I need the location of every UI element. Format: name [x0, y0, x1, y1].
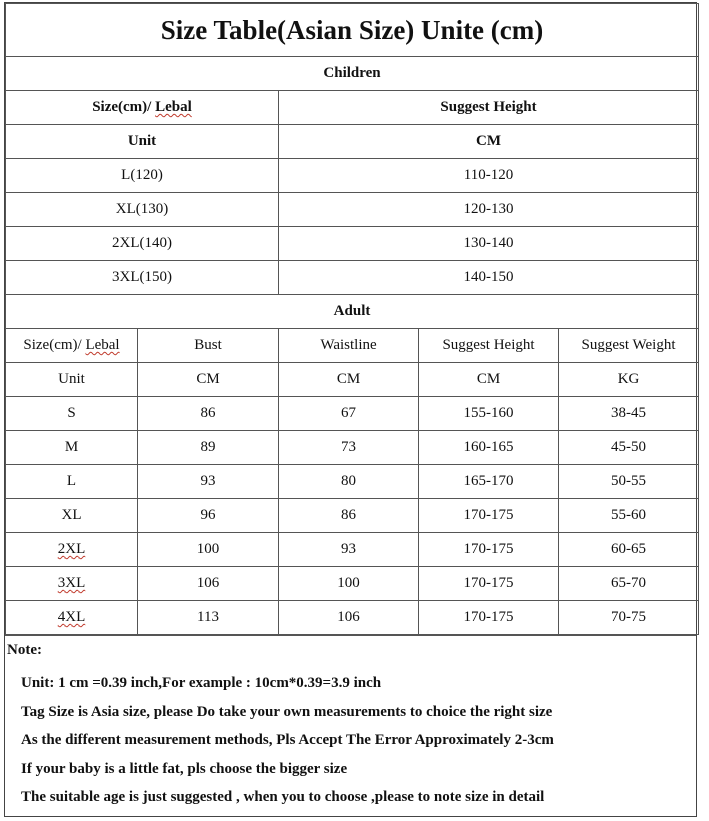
- adult-section-label: Adult: [6, 295, 699, 329]
- adult-waist-cell: 67: [279, 397, 419, 431]
- size-chart: [4, 2, 697, 817]
- adult-bust-cell: 86: [138, 397, 279, 431]
- adult-weight-cell: 50-55: [559, 465, 699, 499]
- adult-height-cell: 155-160: [419, 397, 559, 431]
- adult-waist-cell: 73: [279, 431, 419, 465]
- table-row: [6, 465, 699, 499]
- children-height-cell: 140-150: [279, 261, 699, 295]
- adult-unit-cell: KG: [559, 363, 699, 397]
- adult-height-cell: 170-175: [419, 567, 559, 601]
- children-height-cell: 130-140: [279, 227, 699, 261]
- notes-title: Note:: [7, 642, 42, 658]
- children-height-header: Suggest Height: [279, 91, 699, 125]
- adult-size-cell: XL: [6, 499, 138, 533]
- children-size-cell: 3XL(150): [6, 261, 279, 295]
- adult-height-cell: 160-165: [419, 431, 559, 465]
- table-row: [6, 499, 699, 533]
- adult-bust-cell: 106: [138, 567, 279, 601]
- adult-bust-cell: 93: [138, 465, 279, 499]
- adult-size-cell: 2XL: [6, 533, 138, 567]
- adult-weight-cell: 45-50: [559, 431, 699, 465]
- table-row: [6, 601, 699, 635]
- adult-size-cell: 3XL: [6, 567, 138, 601]
- adult-bust-cell: 113: [138, 601, 279, 635]
- size-table: [5, 3, 699, 635]
- note-line: Tag Size is Asia size, please Do take your own measurements to choice the right size: [21, 703, 553, 720]
- adult-waist-header: Waistline: [279, 329, 419, 363]
- adult-size-header: Size(cm)/ Lebal: [6, 329, 138, 363]
- adult-weight-cell: 60-65: [559, 533, 699, 567]
- adult-unit-cell: CM: [419, 363, 559, 397]
- adult-size-cell: M: [6, 431, 138, 465]
- page-title: Size Table(Asian Size) Unite (cm): [6, 4, 699, 57]
- table-row: [6, 397, 699, 431]
- adult-waist-cell: 93: [279, 533, 419, 567]
- adult-height-cell: 170-175: [419, 533, 559, 567]
- note-line: The suitable age is just suggested , when you to choose ,please to note size in detail: [21, 789, 545, 805]
- notes-section: [5, 635, 696, 816]
- adult-height-header: Suggest Height: [419, 329, 559, 363]
- children-unit-value: CM: [279, 125, 699, 159]
- children-unit-label: Unit: [6, 125, 279, 159]
- adult-height-cell: 170-175: [419, 601, 559, 635]
- adult-weight-cell: 38-45: [559, 397, 699, 431]
- note-line: As the different measurement methods, Pls Accept The Error Approximately 2-3cm: [21, 732, 554, 748]
- adult-size-cell: S: [6, 397, 138, 431]
- note-line: Unit: 1 cm =0.39 inch,For example : 10cm*0.39=3.9 inch: [21, 675, 382, 691]
- children-size-cell: XL(130): [6, 193, 279, 227]
- adult-waist-cell: 100: [279, 567, 419, 601]
- adult-bust-cell: 96: [138, 499, 279, 533]
- children-size-cell: 2XL(140): [6, 227, 279, 261]
- children-section-label: Children: [6, 57, 699, 91]
- adult-weight-cell: 55-60: [559, 499, 699, 533]
- table-row: [6, 533, 699, 567]
- children-height-cell: 120-130: [279, 193, 699, 227]
- table-row: [6, 567, 699, 601]
- adult-bust-header: Bust: [138, 329, 279, 363]
- children-size-cell: L(120): [6, 159, 279, 193]
- note-line: If your baby is a little fat, pls choose the bigger size: [21, 760, 348, 777]
- table-row: [6, 431, 699, 465]
- adult-weight-cell: 70-75: [559, 601, 699, 635]
- adult-bust-cell: 89: [138, 431, 279, 465]
- adult-weight-cell: 65-70: [559, 567, 699, 601]
- adult-bust-cell: 100: [138, 533, 279, 567]
- adult-waist-cell: 80: [279, 465, 419, 499]
- adult-size-cell: 4XL: [6, 601, 138, 635]
- children-height-cell: 110-120: [279, 159, 699, 193]
- adult-height-cell: 170-175: [419, 499, 559, 533]
- adult-unit-cell: CM: [138, 363, 279, 397]
- adult-unit-cell: CM: [279, 363, 419, 397]
- adult-waist-cell: 86: [279, 499, 419, 533]
- adult-height-cell: 165-170: [419, 465, 559, 499]
- adult-weight-header: Suggest Weight: [559, 329, 699, 363]
- adult-waist-cell: 106: [279, 601, 419, 635]
- adult-unit-cell: Unit: [6, 363, 138, 397]
- adult-size-cell: L: [6, 465, 138, 499]
- children-size-header: Size(cm)/ Lebal: [6, 91, 279, 125]
